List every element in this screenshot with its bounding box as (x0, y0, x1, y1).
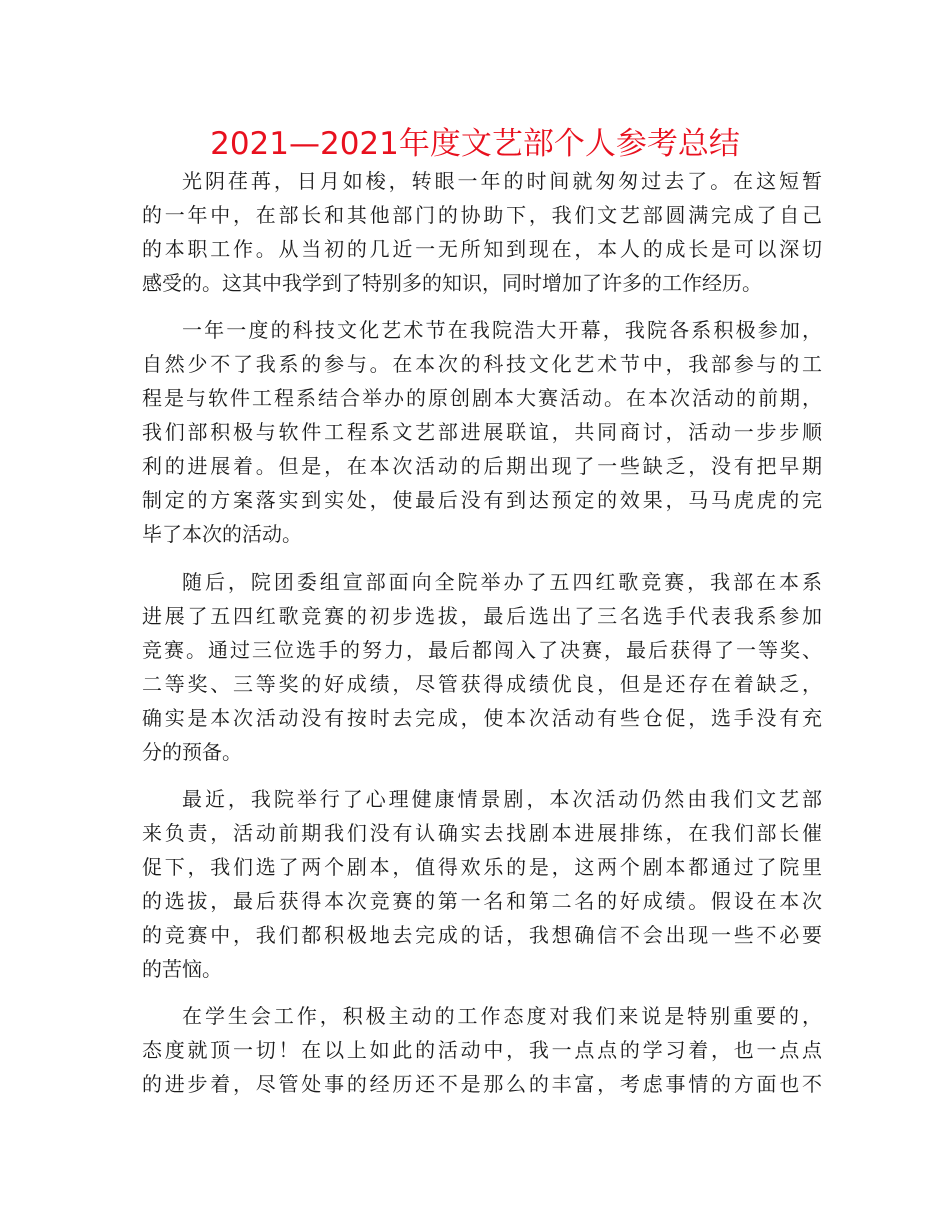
text-line: 的一年中，在部长和其他部门的协助下，我们文艺部圆满完成了自己 (142, 203, 822, 227)
text-line: 我们部积极与软件工程系文艺部进展联谊，共同商讨，活动一步步顺 (142, 420, 822, 445)
text-line: 的进步着，尽管处事的经历还不是那么的丰富，考虑事情的方面也不 (142, 1072, 822, 1097)
text-line: 自然少不了我系的参与。在本次的科技文化艺术节中，我部参与的工 (142, 352, 822, 377)
text-line: 感受的。这其中我学到了特别多的知识，同时增加了许多的工作经历。 (142, 271, 762, 295)
text-line: 利的进展着。但是，在本次活动的后期出现了一些缺乏，没有把早期 (142, 454, 822, 479)
text-line: 光阴荏苒，日月如梭，转眼一年的时间就匆匆过去了。在这短暂 (182, 169, 822, 193)
paragraph (142, 999, 822, 1101)
document-body (142, 164, 822, 1114)
text-line: 的本职工作。从当初的几近一无所知到现在，本人的成长是可以深切 (142, 237, 822, 261)
text-line: 随后，院团委组宣部面向全院举办了五四红歌竞赛，我部在本系 (182, 569, 822, 594)
text-line: 竞赛。通过三位选手的努力，最后都闯入了决赛，最后获得了一等奖、 (142, 637, 822, 662)
text-line: 进展了五四红歌竞赛的初步选拔，最后选出了三名选手代表我系参加 (142, 603, 822, 628)
text-line: 的苦恼。 (142, 956, 222, 981)
paragraph (142, 565, 822, 769)
text-line: 分的预备。 (142, 739, 242, 764)
text-line: 毕了本次的活动。 (142, 522, 302, 547)
paragraph (142, 313, 822, 551)
text-line: 制定的方案落实到实处，使最后没有到达预定的效果，马马虎虎的完 (142, 488, 822, 513)
paragraph (142, 164, 822, 300)
text-line: 促下，我们选了两个剧本，值得欢乐的是，这两个剧本都通过了院里 (142, 854, 822, 879)
text-line: 最近，我院举行了心理健康情景剧，本次活动仍然由我们文艺部 (182, 786, 822, 811)
text-line: 二等奖、三等奖的好成绩，尽管获得成绩优良，但是还存在着缺乏， (142, 671, 822, 696)
text-line: 的选拔，最后获得本次竞赛的第一名和第二名的好成绩。假设在本次 (142, 888, 822, 913)
text-line: 确实是本次活动没有按时去完成，使本次活动有些仓促，选手没有充 (142, 705, 822, 730)
text-line: 一年一度的科技文化艺术节在我院浩大开幕，我院各系积极参加， (182, 318, 822, 343)
text-line: 来负责，活动前期我们没有认确实去找剧本进展排练，在我们部长催 (142, 820, 822, 845)
text-line: 在学生会工作，积极主动的工作态度对我们来说是特别重要的， (182, 1004, 822, 1029)
text-line: 的竞赛中，我们都积极地去完成的话，我想确信不会出现一些不必要 (142, 922, 822, 947)
paragraph (142, 782, 822, 986)
document-title: 2021—2021年度文艺部个人参考总结 (210, 126, 740, 162)
text-line: 程是与软件工程系结合举办的原创剧本大赛活动。在本次活动的前期， (142, 386, 822, 411)
text-line: 态度就顶一切！在以上如此的活动中，我一点点的学习着，也一点点 (142, 1038, 822, 1063)
